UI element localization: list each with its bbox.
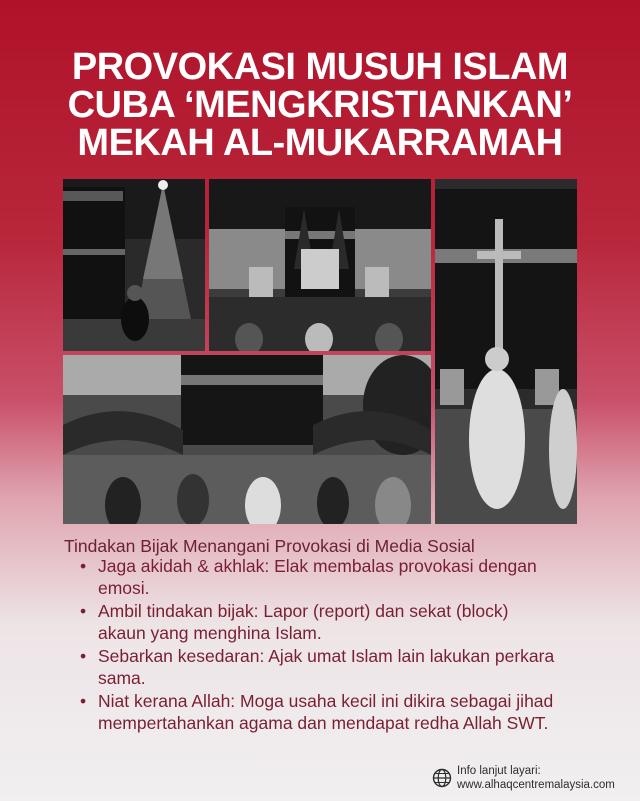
point-line: Ambil tindakan bijak: Lapor (report) dan sekat (block) — [98, 601, 509, 621]
title-line-3: MEKAH AL-MUKARRAMAH — [77, 122, 563, 164]
bullet: • — [80, 601, 87, 621]
title-line-1: PROVOKASI MUSUH ISLAM — [71, 46, 569, 88]
point-line: Niat kerana Allah: Moga usaha kecil ini dikira sebagai jihad — [98, 691, 554, 711]
globe-icon — [432, 768, 452, 788]
point-line: Jaga akidah & akhlak: Elak membalas provokasi dengan — [98, 556, 537, 576]
photo-crowd — [63, 355, 431, 524]
photo-collage — [63, 179, 577, 524]
point-line: emosi. — [98, 577, 150, 598]
list-item — [78, 646, 618, 689]
list-item — [78, 556, 618, 599]
title-line-2: CUBA ‘MENGKRISTIANKAN’ — [67, 84, 573, 126]
point-line: Sebarkan kesedaran: Ajak umat Islam lain lakukan perkara — [98, 646, 555, 666]
bullet: • — [80, 556, 87, 576]
advice-heading: Tindakan Bijak Menangani Provokasi di Media Sosial — [64, 536, 475, 556]
bullet: • — [80, 646, 87, 666]
point-line: akaun yang menghina Islam. — [98, 622, 322, 643]
advice-list — [78, 556, 618, 736]
photo-altar — [209, 179, 431, 351]
point-line: mempertahankan agama dan mendapat redha Allah SWT. — [98, 712, 549, 733]
poster-title — [0, 48, 640, 162]
list-item — [78, 691, 618, 734]
photo-christmas-tree — [63, 179, 205, 351]
point-line: sama. — [98, 667, 146, 688]
website-link[interactable]: www.alhaqcentremalaysia.com — [457, 779, 615, 791]
photo-crucifix — [435, 179, 577, 524]
list-item — [78, 601, 618, 644]
bullet: • — [80, 691, 87, 711]
footer-text — [457, 764, 615, 792]
footer-label: Info lanjut layari: — [457, 765, 541, 777]
